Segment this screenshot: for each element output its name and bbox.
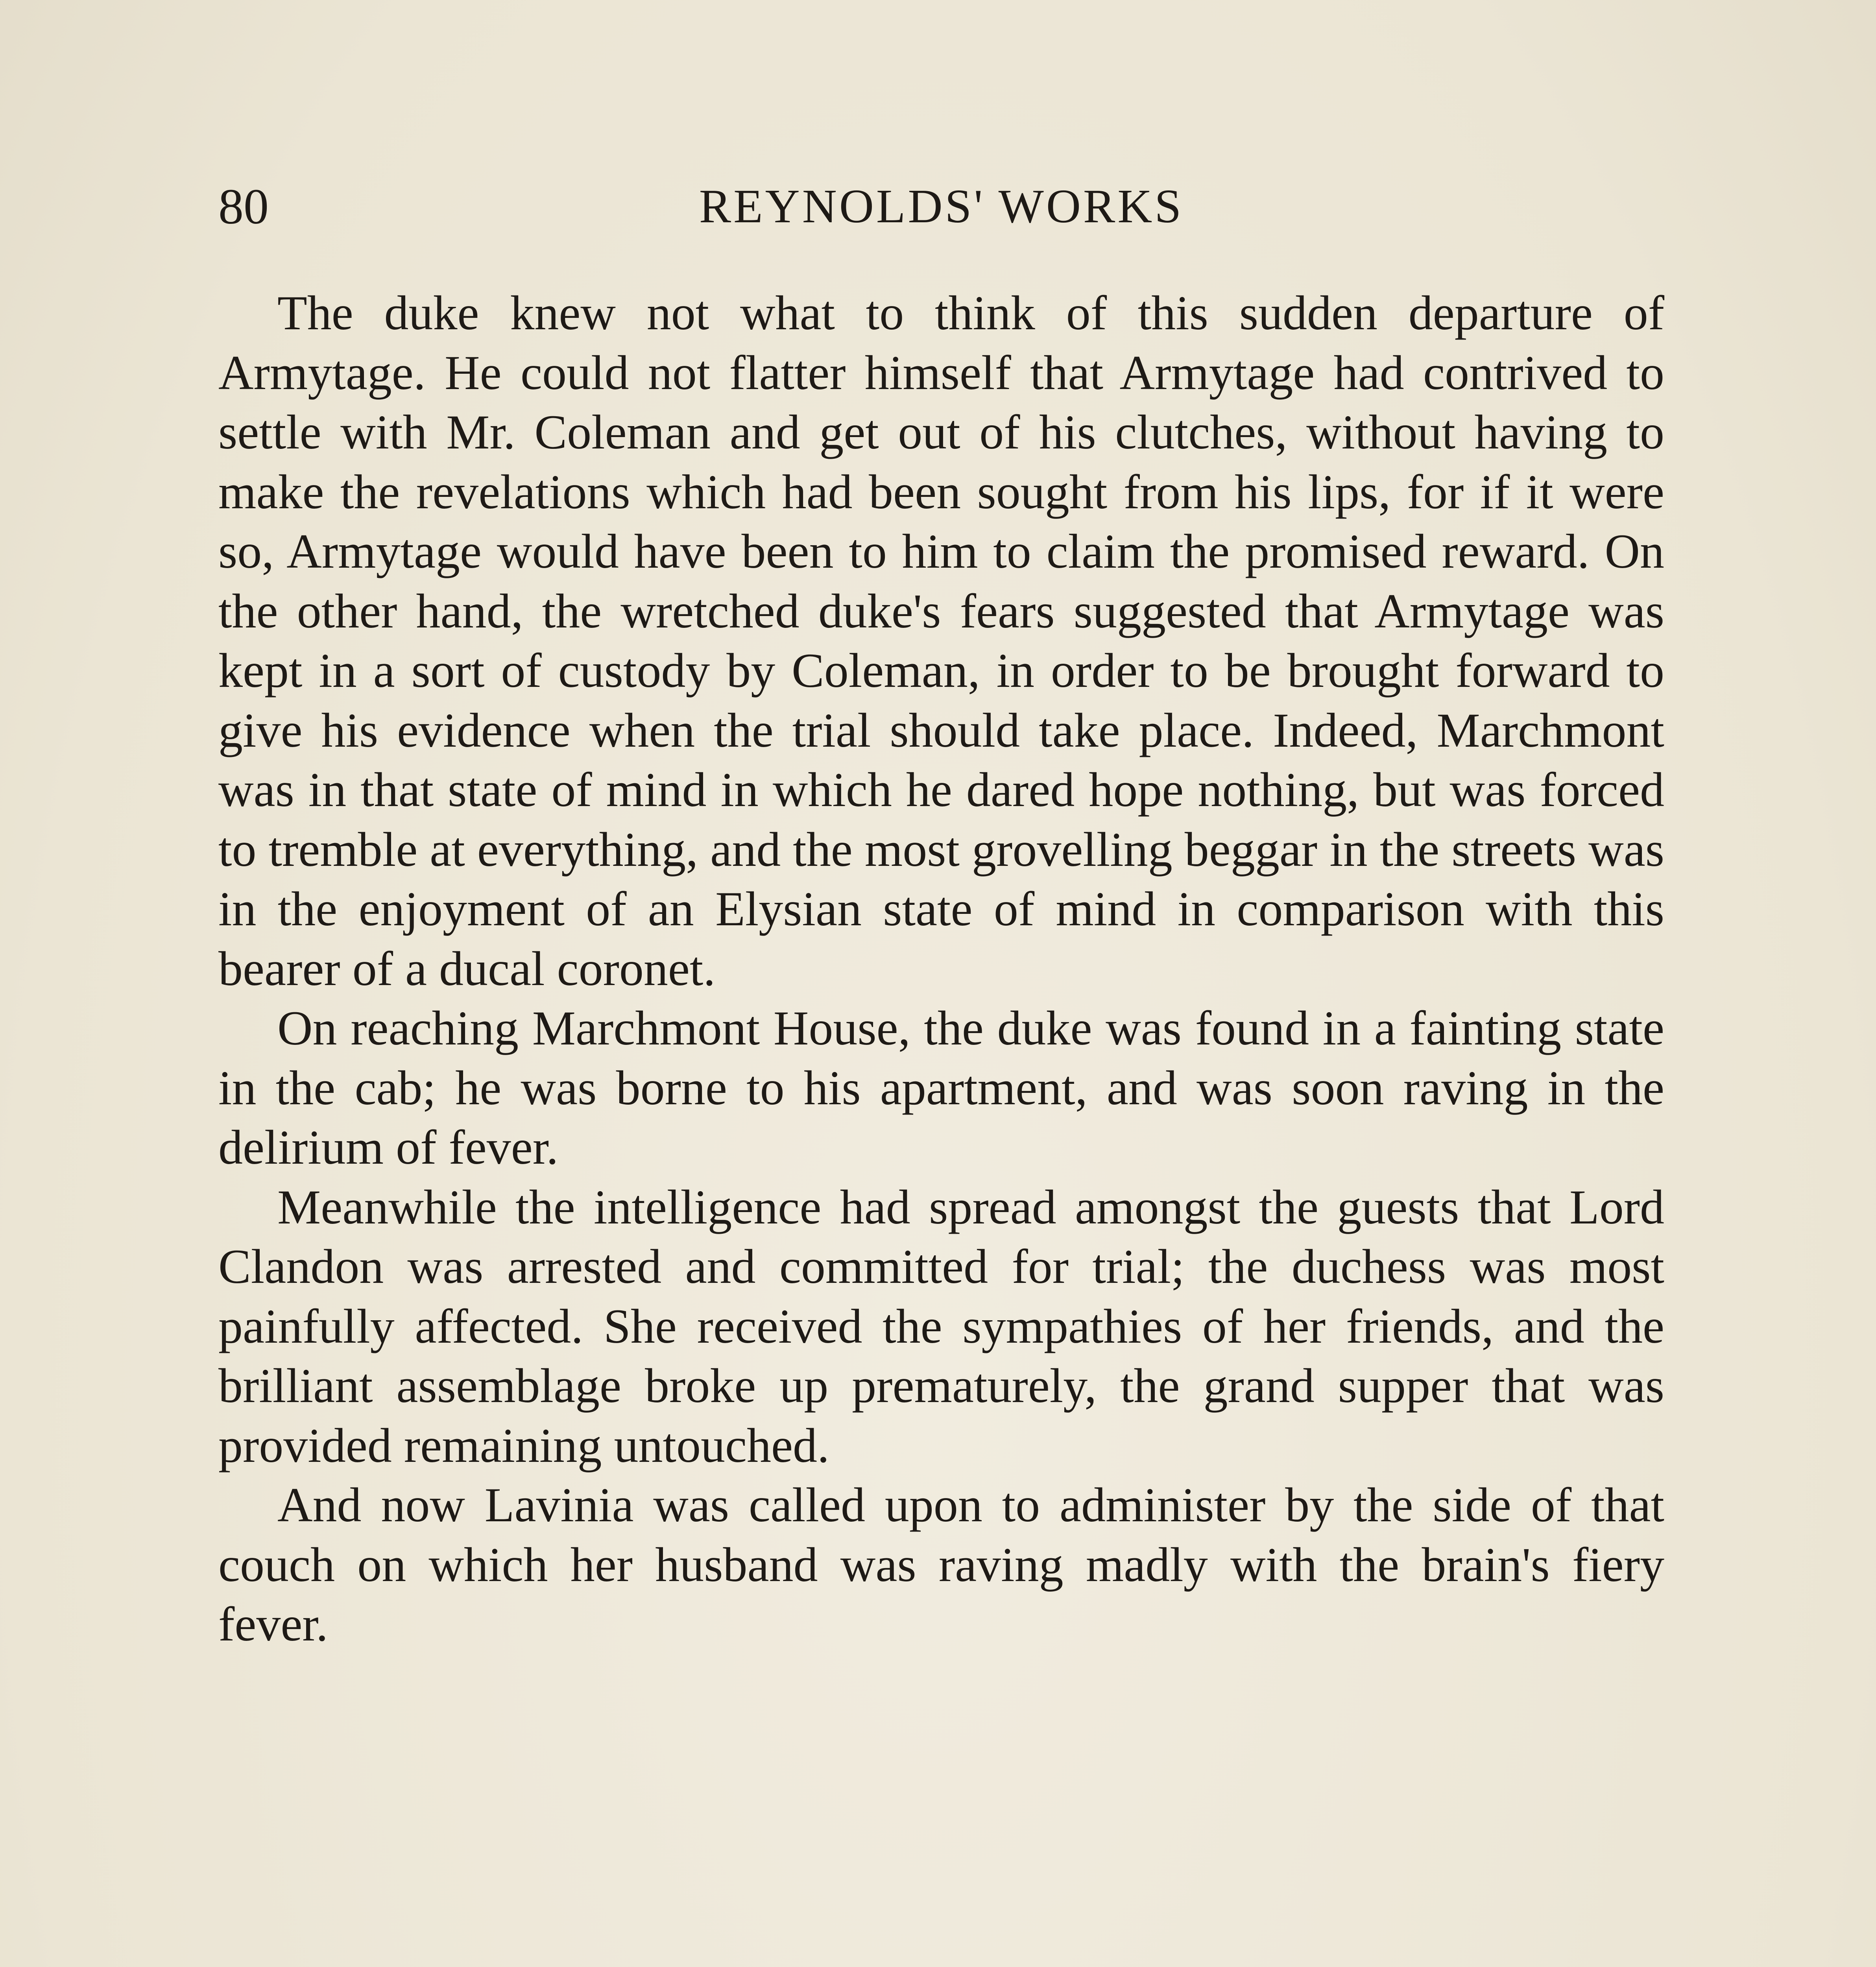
- paragraph: Meanwhile the intelligence had spread amongst the guests that Lord Clandon was arrested and committed for trial; the duchess was most painfully affected. She received the sympathies of her friends, and the brilliant assemblage broke up prematurely, the grand supper that was provided remaining untouched.: [218, 1180, 1664, 1472]
- body-text: [218, 283, 1664, 1654]
- page-number: 80: [218, 179, 269, 234]
- paragraph: The duke knew not what to think of this sudden departure of Armytage. He could not flatter himself that Armytage had contrived to settle with Mr. Coleman and get out of his clutches, without having to make the revelations which had been sought from his lips, for if it were so, Armytage would have been to him to claim the promised reward. On the other hand, the wretched duke's fears suggested that Armytage was kept in a sort of custody by Coleman, in order to be brought forward to give his evidence when the trial should take place. Indeed, Marchmont was in that state of mind in which he dared hope nothing, but was forced to tremble at everything, and the most grovelling beggar in the streets was in the enjoyment of an Elysian state of mind in comparison with this bearer of a ducal coronet.: [218, 286, 1664, 996]
- paragraph: And now Lavinia was called upon to administer by the side of that couch on which her husband was raving madly with the brain's fiery fever.: [218, 1478, 1664, 1651]
- page-header: [218, 173, 1664, 240]
- paragraph: On reaching Marchmont House, the duke was found in a fainting state in the cab; he was borne to his apartment, and was soon raving in the delirium of fever.: [218, 1001, 1664, 1174]
- running-head: REYNOLDS' WORKS: [699, 180, 1184, 233]
